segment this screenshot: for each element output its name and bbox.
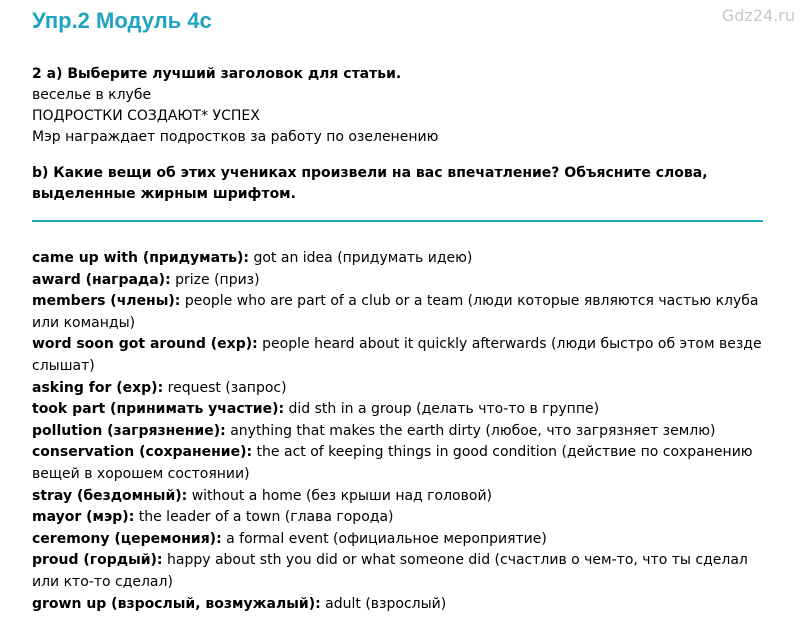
vocab-entry xyxy=(32,270,762,292)
vocab-definition: the leader of a town (глава города) xyxy=(134,509,394,526)
vocab-entry xyxy=(32,421,762,443)
vocab-term: mayor (мэр): xyxy=(32,509,135,526)
vocab-definition: prize (приз) xyxy=(170,271,260,288)
vocab-term: stray (бездомный): xyxy=(32,487,188,504)
vocab-term: conservation (сохранение): xyxy=(32,444,253,461)
vocab-term: proud (гордый): xyxy=(32,552,163,569)
vocab-definition: adult (взрослый) xyxy=(320,595,447,612)
vocab-entry xyxy=(32,529,762,551)
watermark: Gdz24.ru xyxy=(721,6,795,25)
question-b-line2: выделенные жирным шрифтом. xyxy=(32,186,296,202)
vocab-entry xyxy=(32,334,762,377)
vocab-definition: people heard about it quickly afterwards (люди быстро об этом везде слышат) xyxy=(32,336,762,374)
vocab-term: award (награда): xyxy=(32,271,171,288)
vocab-definition: people who are part of a club or a team (люди которые являются частью клуба или команды) xyxy=(32,293,759,331)
vocab-definition: did sth in a group (делать что-то в группе) xyxy=(284,401,600,418)
vocab-term: pollution (загрязнение): xyxy=(32,422,226,439)
vocab-entry xyxy=(32,594,762,616)
vocab-entry xyxy=(32,486,762,508)
question-a: 2 a) Выберите лучший заголовок для статьи. xyxy=(32,66,402,82)
vocab-definition: got an idea (придумать идею) xyxy=(249,250,473,266)
task-block xyxy=(32,64,772,205)
vocab-definition: anything that makes the earth dirty (любое, что загрязняет землю) xyxy=(225,422,716,439)
vocab-entry xyxy=(32,442,762,485)
option-3: Мэр награждает подростков за работу по озеленению xyxy=(32,129,439,145)
vocab-entry xyxy=(32,550,762,593)
vocab-term: asking for (exp): xyxy=(32,379,164,396)
option-2: ПОДРОСТКИ СОЗДАЮТ* УСПЕХ xyxy=(32,108,260,124)
vocab-term: ceremony (церемония): xyxy=(32,530,222,547)
vocab-term: word soon got around (exp): xyxy=(32,336,258,353)
vocab-definition: request (запрос) xyxy=(163,379,287,396)
vocab-definition: the act of keeping things in good condition (действие по сохранению вещей в хорошем состоянии) xyxy=(32,444,753,482)
vocab-term: took part (принимать участие): xyxy=(32,401,285,418)
vocabulary-list xyxy=(32,248,762,615)
vocab-entry xyxy=(32,248,762,270)
vocab-term: grown up (взрослый, возмужалый): xyxy=(32,595,321,612)
vocab-term: came up with (придумать): xyxy=(32,250,250,266)
section-divider xyxy=(32,220,763,222)
vocab-term: members (члены): xyxy=(32,293,181,310)
vocab-definition: happy about sth you did or what someone did (счастлив о чем-то, что ты сделал или кто-то сделал) xyxy=(32,552,748,590)
option-1: веселье в клубе xyxy=(32,87,152,103)
vocab-definition: without a home (без крыши над головой) xyxy=(187,487,492,504)
vocab-entry xyxy=(32,507,762,529)
vocab-entry xyxy=(32,399,762,421)
question-b-line1: b) Какие вещи об этих учениках произвели на вас впечатление? Объясните слова, xyxy=(32,165,708,181)
vocab-entry xyxy=(32,291,762,334)
page-title: Упр.2 Модуль 4с xyxy=(32,8,212,33)
vocab-definition: a formal event (официальное мероприятие) xyxy=(221,530,547,547)
vocab-entry xyxy=(32,378,762,400)
